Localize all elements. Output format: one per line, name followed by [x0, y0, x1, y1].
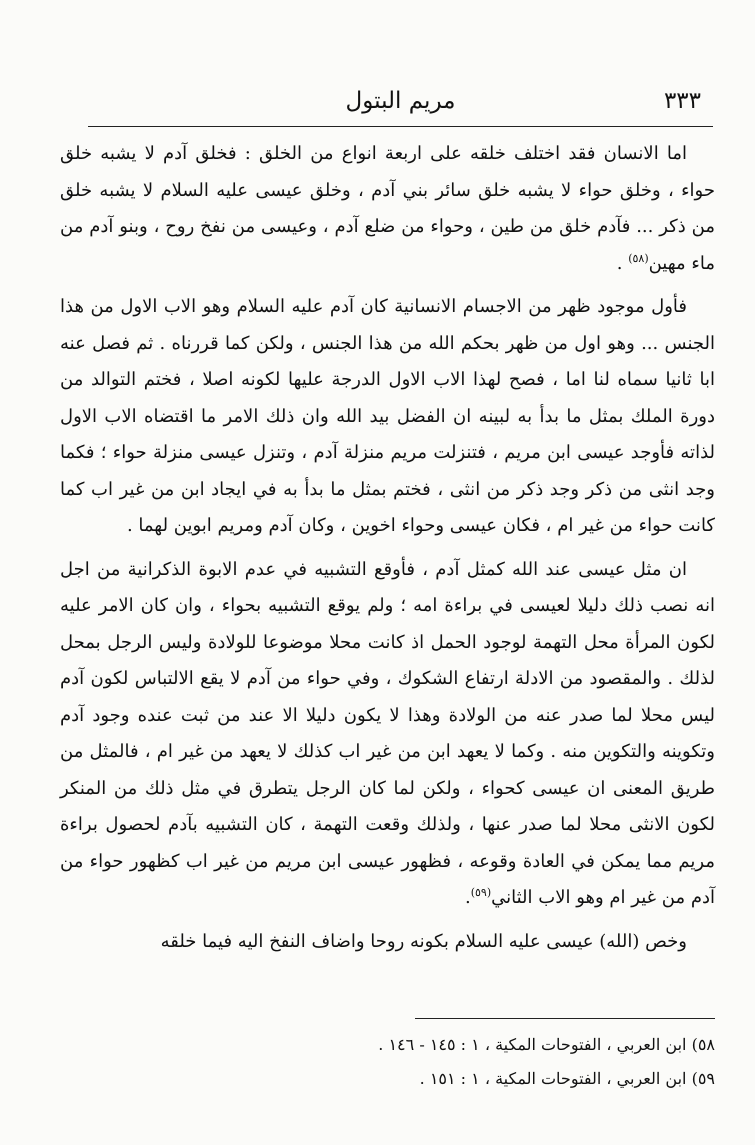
- paragraph-text: اما الانسان فقد اختلف خلقه على اربعة انواع من الخلق : فخلق آدم لا يشبه خلق حواء ، وخلق حواء لا يشبه خلق سائر بني آدم ، وخلق عيسى عليه السلام لا يشبه خلق من ذكر ... فآدم خلق من طين ، وحواء من ضلع آدم ، وعيسى من نفخ روح ، وبنو آدم من ماء مهين: [60, 143, 715, 274]
- paragraph-4: [60, 924, 715, 961]
- paragraph-text: فأول موجود ظهر من الاجسام الانسانية كان آدم عليه السلام وهو الاب الاول من هذا الجنس ... وهو اول من ظهر بحكم الله من هذا الجنس ، ولكن كما قررناه . ثم فصل عنه ابا ثانيا سماه لنا اما ، فصح لهذا الاب الاول الدرجة عليها لكونه اصلا ، فختم التوالد من دورة الملك بمثل ما بدأ به لبينه ان الفضل بيد الله وان ذلك الامر ما اقتضاه الاب الاول لذاته فأوجد عيسى ابن مريم ، فتنزلت مريم منزلة آدم ، وتنزل عيسى منزلة حواء ؛ فكما وجد انثى من ذكر وجد ذكر من انثى ، فختم بمثل ما بدأ به في ايجاد ابن من غير اب كما كانت حواء من غير ام ، فكان عيسى وحواء اخوين ، وكان آدم ومريم ابوين لهما .: [60, 296, 715, 536]
- page-number: ٣٣٣: [663, 88, 701, 114]
- footnote-59: ٥٩) ابن العربي ، الفتوحات المكية ، ١ : ١٥١ .: [419, 1069, 715, 1088]
- footnote-ref-59: (٥٩): [470, 886, 492, 899]
- paragraph-2: [60, 289, 715, 545]
- paragraph-tail: .: [464, 887, 471, 908]
- page-title: مريم البتول: [345, 88, 456, 114]
- header-rule: [88, 126, 713, 127]
- footnote-rule: [415, 1018, 715, 1019]
- paragraph-text: ان مثل عيسى عند الله كمثل آدم ، فأوقع التشبيه في عدم الابوة الذكرانية من اجل انه نصب ذلك دليلا لعيسى في براءة امه ؛ ولم يوقع التشبيه بحواء ، وان كان الامر عليه لكون المرأة محل التهمة لوجود الحمل اذ كانت محلا موضوعا للولادة وليس الرجل بمحل لذلك . والمقصود من الادلة ارتفاع الشكوك ، وفي حواء من آدم لا يقع الالتباس لكون آدم ليس محلا لما صدر عنه من الولادة وهذا لا يكون دليلا الا عند من ثبت عنده وجود آدم وتكوينه والتكوين منه . وكما لا يعهد ابن من غير اب كذلك لا يعهد من غير ام ، فالمثل من طريق المعنى ان عيسى كحواء ، ولكن لما كان الرجل يتطرق في مثل ذلك من المنكر لكون الانثى محلا لما صدر عنها ، ولذلك وقعت التهمة ، كان التشبيه بآدم لحصول براءة مريم مما يمكن في العادة وقوعه ، فظهور عيسى ابن مريم من غير اب كظهور حواء من آدم من غير ام وهو الاب الثاني: [60, 558, 715, 908]
- footnotes: [295, 1028, 715, 1096]
- body-text: [60, 136, 715, 960]
- running-header: [88, 86, 713, 122]
- paragraph-3: [60, 552, 715, 917]
- paragraph-text: وخص (الله) عيسى عليه السلام بكونه روحا واضاف النفخ اليه فيما خلقه: [160, 930, 687, 952]
- footnote-58: ٥٨) ابن العربي ، الفتوحات المكية ، ١ : ١٤٥ - ١٤٦ .: [378, 1035, 715, 1054]
- footnote-ref-58: (٥٨): [628, 251, 649, 265]
- paragraph-1: [60, 136, 715, 282]
- paragraph-tail: .: [616, 252, 629, 274]
